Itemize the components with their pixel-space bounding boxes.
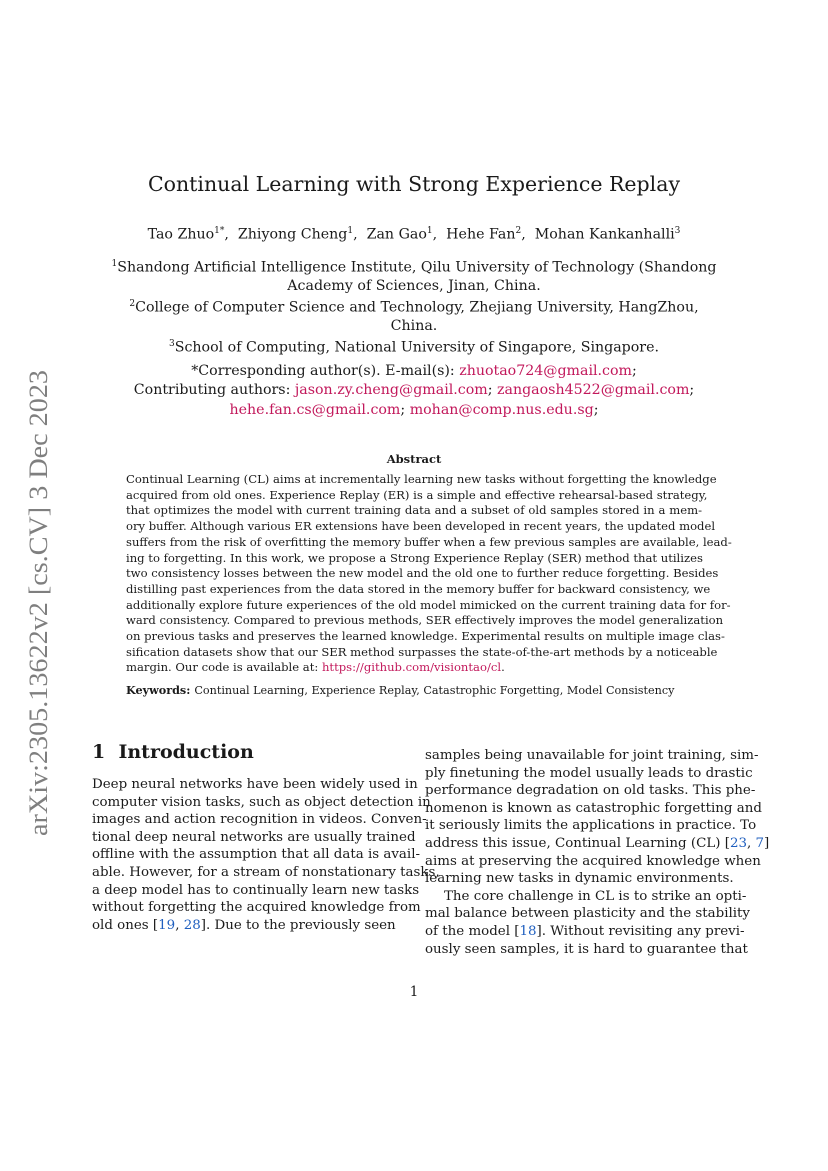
body-line: without forgetting the acquired knowledge from xyxy=(92,900,421,916)
contact-info xyxy=(110,362,718,420)
citation-link[interactable]: 19 xyxy=(158,917,176,933)
citation-link[interactable]: 7 xyxy=(755,835,765,851)
body-line: mal balance between plasticity and the stability xyxy=(425,906,750,922)
body-text: old ones [ xyxy=(92,917,159,933)
abstract-line: ing to forgetting. In this work, we propose a Strong Experience Replay (SER) method that utilizes xyxy=(126,550,703,565)
body-text: ]. Without revisiting any previ- xyxy=(536,923,745,939)
body-line: samples being unavailable for joint training, sim- xyxy=(425,748,759,763)
affiliation-sup: 1 xyxy=(111,259,118,269)
arxiv-id-text: arXiv:2305.13622v2 [cs.CV] 3 Dec 2023 xyxy=(23,397,53,836)
affiliation-sup: 2 xyxy=(129,299,136,310)
abstract-line: ward consistency. Compared to previous methods, SER effectively improves the model generalization xyxy=(126,613,724,628)
abstract-line xyxy=(126,660,702,676)
body-line xyxy=(92,917,396,935)
body-line: performance degradation on old tasks. This phe- xyxy=(425,783,756,799)
affiliation-text: School of Computing, National University of Singapore, Singapore. xyxy=(174,340,659,357)
affiliation xyxy=(110,295,718,335)
email-link[interactable]: mohan@comp.nus.edu.sg xyxy=(409,401,594,418)
citation-link[interactable]: 28 xyxy=(183,917,201,933)
author-name: Tao Zhuo xyxy=(147,226,215,243)
affiliation xyxy=(110,255,718,277)
body-line: it seriously limits the applications in practice. To xyxy=(425,818,757,834)
body-line: The core challenge in CL is to strike an opti- xyxy=(444,888,747,904)
body-line: ply finetuning the model usually leads to drastic xyxy=(425,765,753,781)
keywords xyxy=(126,683,674,697)
abstract-body xyxy=(126,472,732,676)
author-name: Zhiyong Cheng xyxy=(237,226,348,243)
body-line: computer vision tasks, such as object detection in xyxy=(92,794,431,810)
body-line: aims at preserving the acquired knowledge when xyxy=(425,853,761,869)
corresponding-line: *Corresponding author(s). E-mail(s): zhuotao724@gmail.com; xyxy=(191,363,637,379)
abstract-line: two consistency losses between the new model and the old one to further reduce forgetting. Besides xyxy=(126,566,719,581)
body-line: tional deep neural networks are usually trained xyxy=(92,829,416,845)
email-link[interactable]: zangaosh4522@gmail.com xyxy=(497,382,690,399)
paper-title: Continual Learning with Strong Experience Replay xyxy=(147,172,681,196)
body-text: ] xyxy=(764,835,770,851)
author-sup: 1 xyxy=(347,226,354,236)
arxiv-identifier xyxy=(18,368,56,838)
affiliation-sup: 3 xyxy=(169,339,175,350)
affiliations xyxy=(110,255,718,357)
body-line: images and action recognition in videos. Conven- xyxy=(92,812,427,828)
abstract-line: that optimizes the model with current training data and a subset of old samples stored in a mem- xyxy=(126,503,702,518)
body-line xyxy=(425,923,745,941)
abstract-text: margin. Our code is available at: xyxy=(126,660,322,675)
body-line: learning new tasks in dynamic environments. xyxy=(425,871,734,887)
right-column xyxy=(425,747,770,958)
abstract-line: distilling past experiences from the data stored in the memory buffer for backward consistency, we xyxy=(126,581,711,596)
abstract-text: . xyxy=(501,660,505,675)
abstract-line: acquired from old ones. Experience Replay (ER) is a simple and effective rehearsal-based strategy, xyxy=(126,487,708,502)
author-sup: 1 xyxy=(426,226,433,236)
section-title: Introduction xyxy=(118,741,254,763)
affiliation-cont: Academy of Sciences, Jinan, China. xyxy=(287,277,541,294)
body-line: ously seen samples, it is hard to guarantee that xyxy=(425,941,748,957)
body-line: Deep neural networks have been widely used in xyxy=(92,777,418,792)
author-sup: 1* xyxy=(214,226,225,236)
body-line xyxy=(425,835,770,853)
section-heading xyxy=(92,741,254,763)
affiliation-text: Shandong Artificial Intelligence Institute, Qilu University of Technology (Shandong xyxy=(117,259,717,276)
abstract-line: sification datasets show that our SER method surpasses the state-of-the-art methods by a noticeable xyxy=(126,644,718,659)
citation-link[interactable]: 18 xyxy=(519,923,537,939)
citation-link[interactable]: 23 xyxy=(729,835,747,851)
author-name: Hehe Fan xyxy=(446,226,516,243)
left-column xyxy=(92,776,440,934)
contributing-line: hehe.fan.cs@gmail.com; mohan@comp.nus.edu.sg; xyxy=(229,401,599,418)
contributing-label: Contributing authors: xyxy=(133,382,295,399)
affiliation-text: College of Computer Science and Technology, Zhejiang University, HangZhou, China. xyxy=(135,299,699,335)
body-line: a deep model has to continually learn new tasks xyxy=(92,882,420,898)
abstract-line: Continual Learning (CL) aims at incrementally learning new tasks without forgetting the knowledge xyxy=(126,472,717,486)
abstract-line: ory buffer. Although various ER extensions have been developed in recent years, the updated model xyxy=(126,519,716,534)
email-link[interactable]: hehe.fan.cs@gmail.com xyxy=(229,401,401,418)
abstract-line: additionally explore future experiences of the old model mimicked on the current training data for for- xyxy=(126,597,731,612)
author-name: Zan Gao xyxy=(366,226,427,243)
email-link[interactable]: jason.zy.cheng@gmail.com xyxy=(294,382,488,399)
abstract-line: suffers from the risk of overfitting the memory buffer when a few previous samples are available, lead- xyxy=(126,534,732,549)
page-number: 1 xyxy=(409,984,419,1000)
abstract-heading: Abstract xyxy=(386,452,442,466)
author-list: Tao Zhuo$^{1*}$, Zhiyong Cheng$^1$, Zan Gao$^1$, Hehe Fan$^2$, Mohan Kankanhalli$^3$ xyxy=(147,226,681,243)
author-sup: 2 xyxy=(515,226,522,236)
keywords-text: Continual Learning, Experience Replay, Catastrophic Forgetting, Model Consistency xyxy=(194,684,675,697)
body-text: ]. Due to the previously seen xyxy=(200,917,396,933)
body-line: able. However, for a stream of nonstationary tasks, xyxy=(92,864,440,880)
body-line: nomenon is known as catastrophic forgetting and xyxy=(425,800,762,816)
code-url-link[interactable]: https://github.com/visiontao/cl xyxy=(321,660,502,675)
arxiv-identifier-svg xyxy=(18,368,56,838)
section-number: 1 xyxy=(92,741,106,763)
body-text: of the model [ xyxy=(425,923,520,939)
corresponding-label: *Corresponding author(s). E-mail(s): xyxy=(191,363,460,379)
affiliation xyxy=(110,335,718,357)
contributing-line: Contributing authors: jason.zy.cheng@gmail.com; zangaosh4522@gmail.com; xyxy=(133,382,695,399)
body-text: , xyxy=(175,917,184,933)
body-line: offline with the assumption that all data is avail- xyxy=(92,847,421,863)
body-text: , xyxy=(747,835,756,851)
author-name: Mohan Kankanhalli xyxy=(534,226,675,243)
abstract-line: on previous tasks and preserves the learned knowledge. Experimental results on multiple image clas- xyxy=(126,629,725,644)
body-text: address this issue, Continual Learning (CL) [ xyxy=(425,835,730,851)
keywords-label: Keywords: xyxy=(126,683,191,697)
email-link[interactable]: zhuotao724@gmail.com xyxy=(459,363,632,379)
author-sup: 3 xyxy=(674,226,681,236)
